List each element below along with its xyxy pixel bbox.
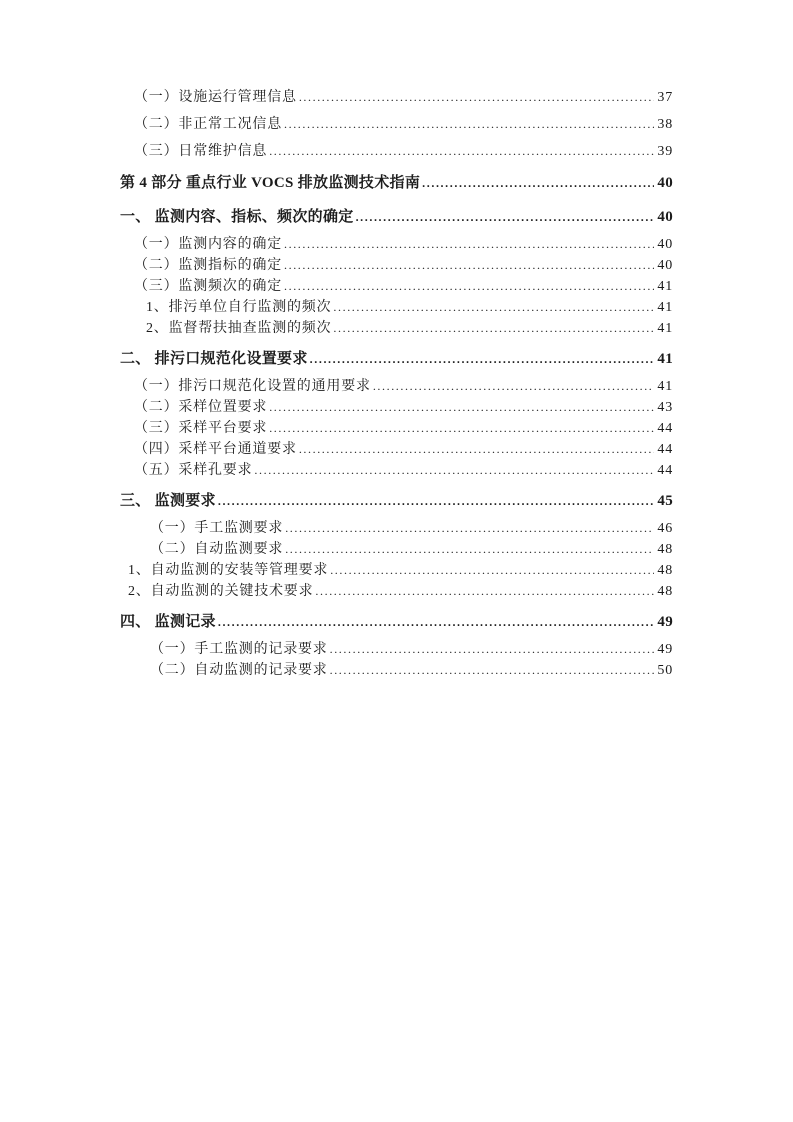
toc-entry-page-number: 38 [657, 117, 673, 132]
toc-entry [120, 170, 673, 197]
toc-entry [120, 418, 673, 439]
toc-entry [120, 138, 673, 165]
toc-entry-page-number: 41 [657, 351, 673, 367]
toc-entry-label: （一）手工监测的记录要求 [150, 642, 328, 657]
toc-entry-page-number: 43 [657, 400, 673, 415]
toc-entry [120, 639, 673, 660]
toc-entry-page-number: 44 [657, 421, 673, 436]
toc-entry-page-number: 48 [657, 584, 673, 599]
toc-entry-label: （一）手工监测要求 [150, 521, 284, 536]
dot-leader [356, 204, 655, 231]
dot-leader [269, 397, 654, 418]
dot-leader [218, 488, 655, 515]
toc-entry-label: （二）采样位置要求 [134, 400, 268, 415]
table-of-contents [120, 84, 673, 681]
toc-entry [120, 111, 673, 138]
toc-entry [120, 318, 673, 339]
toc-entry [120, 276, 673, 297]
toc-entry-label: 四、 监测记录 [120, 614, 216, 630]
toc-entry-page-number: 46 [657, 521, 673, 536]
toc-entry-label: 二、 排污口规范化设置要求 [120, 351, 308, 367]
toc-entry-page-number: 40 [657, 175, 673, 191]
toc-entry [120, 560, 673, 581]
toc-entry-label: 1、排污单位自行监测的频次 [146, 300, 332, 315]
toc-entry-page-number: 40 [657, 237, 673, 252]
toc-entry-page-number: 44 [657, 463, 673, 478]
toc-entry [120, 460, 673, 481]
toc-entry [120, 376, 673, 397]
toc-entry [120, 518, 673, 539]
toc-entry-label: （二）非正常工况信息 [134, 117, 282, 132]
toc-entry [120, 234, 673, 255]
dot-leader [284, 111, 654, 138]
toc-entry-page-number: 49 [657, 642, 673, 657]
toc-entry-page-number: 49 [657, 614, 673, 630]
toc-entry [120, 439, 673, 460]
toc-entry [120, 581, 673, 602]
toc-entry [120, 539, 673, 560]
dot-leader [218, 609, 655, 636]
dot-leader [330, 560, 654, 581]
dot-leader [254, 460, 654, 481]
dot-leader [284, 234, 654, 255]
dot-leader [284, 255, 654, 276]
toc-entry-page-number: 41 [657, 379, 673, 394]
toc-entry-label: 2、监督帮扶抽查监测的频次 [146, 321, 332, 336]
toc-entry [120, 346, 673, 373]
toc-entry-label: （三）日常维护信息 [134, 144, 268, 159]
dot-leader [299, 439, 655, 460]
toc-entry-label: 1、自动监测的安装等管理要求 [128, 563, 329, 578]
toc-entry-label: （一）监测内容的确定 [134, 237, 282, 252]
toc-entry-page-number: 37 [657, 90, 673, 105]
toc-entry-page-number: 45 [657, 493, 673, 509]
toc-entry-page-number: 48 [657, 542, 673, 557]
toc-entry [120, 255, 673, 276]
toc-entry-label: （二）自动监测的记录要求 [150, 663, 328, 678]
dot-leader [269, 418, 654, 439]
toc-entry-label: （三）监测频次的确定 [134, 279, 282, 294]
toc-entry-label: （三）采样平台要求 [134, 421, 268, 436]
toc-entry-page-number: 41 [657, 300, 673, 315]
dot-leader [333, 318, 654, 339]
dot-leader [422, 170, 654, 197]
toc-entry [120, 204, 673, 231]
toc-entry-page-number: 50 [657, 663, 673, 678]
dot-leader [333, 297, 654, 318]
toc-entry [120, 660, 673, 681]
toc-entry-page-number: 48 [657, 563, 673, 578]
dot-leader [310, 346, 655, 373]
toc-entry [120, 609, 673, 636]
toc-entry-label: （一）排污口规范化设置的通用要求 [134, 379, 371, 394]
toc-entry [120, 297, 673, 318]
dot-leader [315, 581, 654, 602]
toc-entry-label: 第 4 部分 重点行业 VOCS 排放监测技术指南 [120, 175, 421, 191]
toc-entry [120, 488, 673, 515]
toc-entry [120, 397, 673, 418]
toc-entry-page-number: 39 [657, 144, 673, 159]
toc-entry-label: 一、 监测内容、指标、频次的确定 [120, 209, 354, 225]
dot-leader [299, 84, 655, 111]
toc-entry-label: （二）自动监测要求 [150, 542, 284, 557]
toc-entry-label: 2、自动监测的关键技术要求 [128, 584, 314, 599]
toc-entry-label: （五）采样孔要求 [134, 463, 253, 478]
toc-entry-page-number: 40 [657, 258, 673, 273]
dot-leader [373, 376, 655, 397]
toc-entry-label: （四）采样平台通道要求 [134, 442, 297, 457]
toc-entry-page-number: 40 [657, 209, 673, 225]
toc-entry-label: （二）监测指标的确定 [134, 258, 282, 273]
dot-leader [285, 539, 654, 560]
dot-leader [330, 660, 655, 681]
toc-entry-label: （一）设施运行管理信息 [134, 90, 297, 105]
toc-entry-page-number: 41 [657, 321, 673, 336]
toc-entry-page-number: 41 [657, 279, 673, 294]
toc-entry [120, 84, 673, 111]
dot-leader [285, 518, 654, 539]
dot-leader [330, 639, 655, 660]
toc-entry-label: 三、 监测要求 [120, 493, 216, 509]
dot-leader [284, 276, 654, 297]
toc-entry-page-number: 44 [657, 442, 673, 457]
dot-leader [269, 138, 654, 165]
